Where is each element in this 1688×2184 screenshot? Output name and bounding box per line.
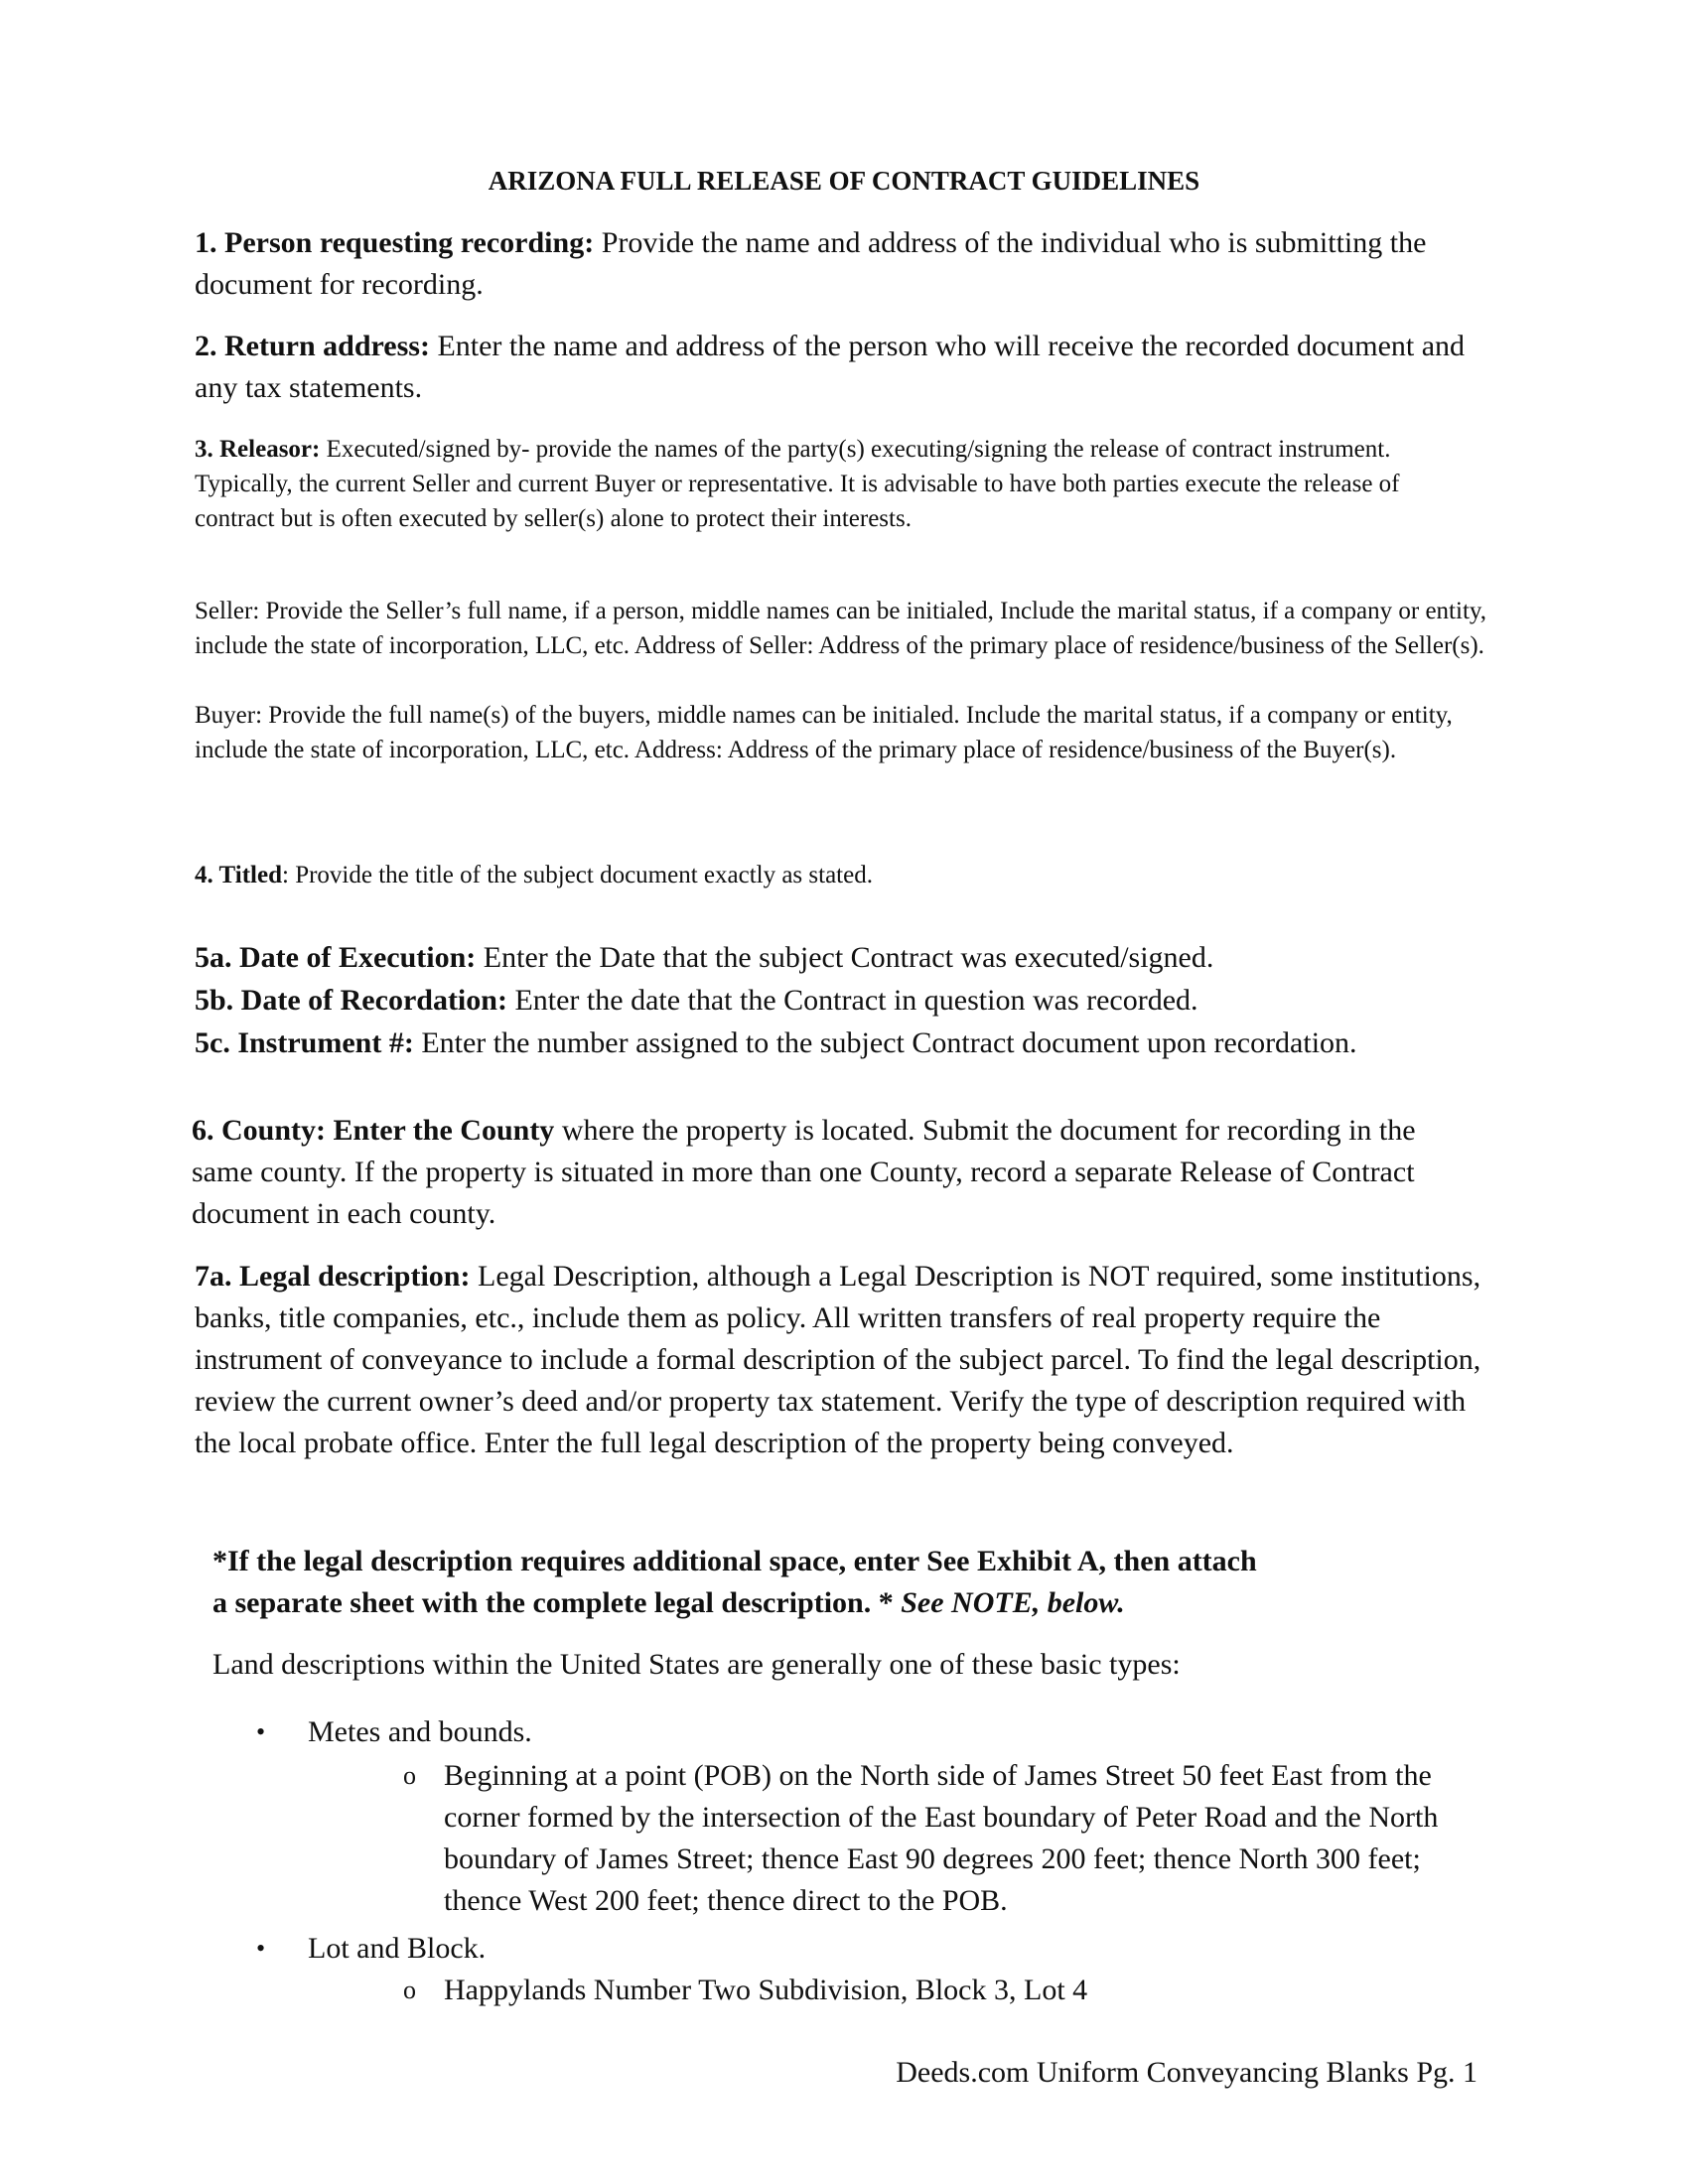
exhibit-note — [212, 1541, 1503, 1624]
buyer-paragraph: Buyer: Provide the full name(s) of the buyers, middle names can be initialed. Include the marital status, if a company or entity, include the state of incorporation, LLC, etc. Address: Address of the primary place of residence/business of the Buyer(s). — [195, 702, 1453, 763]
section-5b-label: 5b. Date of Recordation: — [195, 984, 507, 1017]
land-descriptions-intro: Land descriptions within the United States are generally one of these basic types: — [212, 1648, 1181, 1681]
section-7a-text: Legal Description, although a Legal Description is NOT required, some institutions, banks, title companies, etc., include them as policy. All written transfers of real property require the instrument of conveyance to include a formal description of the subject parcel. To find the legal description, review the current owner’s deed and/or property tax statement. Verify the type of description required with the local probate office. Enter the full legal description of the property being conveyed. — [195, 1260, 1481, 1459]
section-1 — [195, 222, 1476, 306]
section-5b — [195, 980, 1505, 1022]
section-4-label: 4. Titled — [195, 862, 282, 888]
section-5b-text: Enter the date that the Contract in question was recorded. — [506, 984, 1198, 1017]
bullet-item-metes: Metes and bounds. — [308, 1715, 532, 1748]
section-4-text: : Provide the title of the subject document exactly as stated. — [282, 862, 873, 888]
section-2-label: 2. Return address: — [195, 330, 430, 362]
sub-item-lot-block-example: Happylands Number Two Subdivision, Block 3, Lot 4 — [444, 1974, 1088, 2006]
sub-bullet-circle: o — [403, 1976, 416, 2004]
section-6 — [192, 1110, 1482, 1235]
exhibit-note-italic: See NOTE, below. — [901, 1586, 1125, 1619]
exhibit-note-line-1: *If the legal description requires additional space, enter See Exhibit A, then attach — [212, 1545, 1257, 1577]
section-7a-label: 7a. Legal description: — [195, 1260, 471, 1293]
section-5c-text: Enter the number assigned to the subject Contract document upon recordation. — [413, 1026, 1357, 1059]
section-5a-label: 5a. Date of Execution: — [195, 941, 477, 974]
exhibit-note-line-2 — [212, 1582, 1503, 1624]
section-6-text: where the property is located. Submit the document for recording in the same county. If the property is situated in more than one County, record a separate Release of Contract document in each county. — [192, 1114, 1416, 1230]
sub-bullet-circle: o — [403, 1761, 416, 1790]
section-2-text: Enter the name and address of the person who will receive the recorded document and any tax statements. — [195, 330, 1466, 404]
section-6-label: 6. County: Enter the County — [192, 1114, 555, 1147]
section-2 — [195, 326, 1476, 409]
bullet-item-lot-block: Lot and Block. — [308, 1932, 487, 1965]
section-5a-text: Enter the Date that the subject Contract was executed/signed. — [476, 941, 1214, 974]
section-3-text: Executed/signed by- provide the names of the party(s) executing/signing the release of contract instrument. Typically, the current Seller and current Buyer or representative. It is advisable to have both parties execute the release of contract but is often executed by seller(s) alone to protect their interests. — [195, 436, 1400, 532]
seller-paragraph: Seller: Provide the Seller’s full name, if a person, middle names can be initialed, Include the marital status, if a company or entity, include the state of incorporation, LLC, etc. Address of Seller: Address of the primary place of residence/business of the Seller(s). — [195, 598, 1487, 659]
bullet-dot: • — [256, 1934, 266, 1963]
bullet-dot: • — [256, 1717, 266, 1746]
section-1-text: Provide the name and address of the individual who is submitting the document for recording. — [195, 226, 1427, 301]
section-7a — [195, 1256, 1495, 1464]
section-4 — [195, 858, 1485, 892]
section-3 — [195, 432, 1485, 536]
section-5c-label: 5c. Instrument #: — [195, 1026, 414, 1059]
section-5c — [195, 1023, 1505, 1064]
exhibit-note-line-2-text: a separate sheet with the complete legal description. * — [212, 1586, 902, 1619]
section-3-label: 3. Releasor: — [195, 436, 321, 463]
document-title: ARIZONA FULL RELEASE OF CONTRACT GUIDELINES — [488, 166, 1200, 196]
sub-item-metes-example: Beginning at a point (POB) on the North side of James Street 50 feet East from the corner formed by the intersection of the East boundary of Peter Road and the North boundary of James Street; thence East 90 degrees 200 feet; thence North 300 feet; thence West 200 feet; thence direct to the POB. — [444, 1759, 1439, 1917]
page-footer: Deeds.com Uniform Conveyancing Blanks Pg. 1 — [896, 2056, 1477, 2089]
section-1-label: 1. Person requesting recording: — [195, 226, 595, 259]
section-5a — [195, 937, 1505, 979]
